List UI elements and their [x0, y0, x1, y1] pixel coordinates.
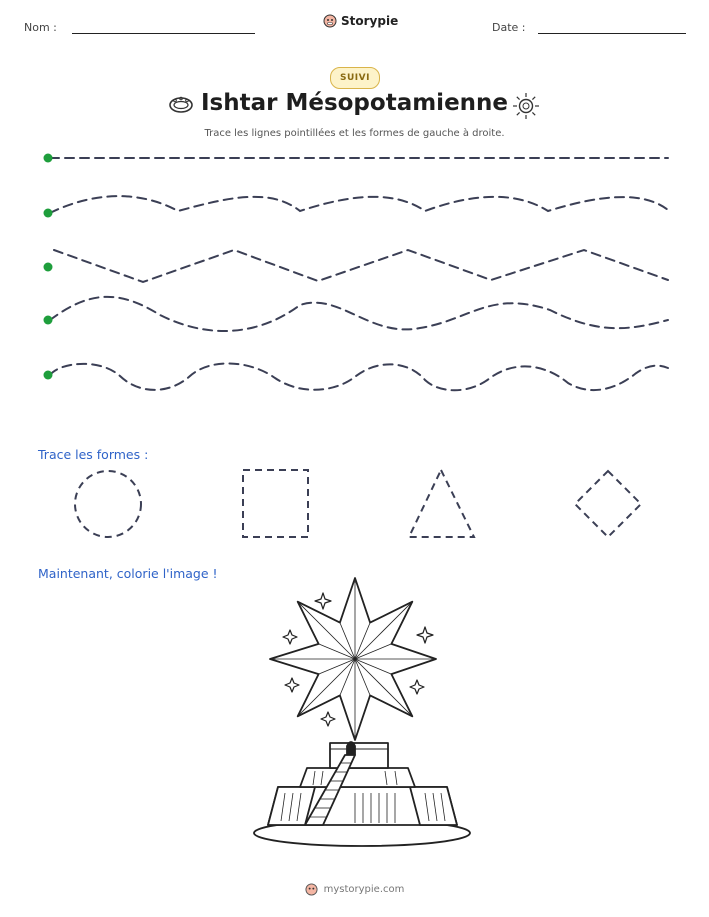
- start-dot-1: [44, 154, 53, 163]
- name-line[interactable]: [72, 33, 255, 34]
- tracing-line-wave-2[interactable]: [50, 297, 668, 331]
- shapes-label: Trace les formes :: [38, 447, 149, 462]
- triangle-icon[interactable]: [409, 470, 474, 537]
- tracing-line-wave-1[interactable]: [50, 196, 668, 213]
- page-title: Ishtar Mésopotamienne: [200, 90, 509, 116]
- brand-name: Storypie: [341, 14, 399, 28]
- start-dot-5: [44, 371, 53, 380]
- footer: [0, 883, 709, 896]
- square-icon[interactable]: [243, 470, 308, 537]
- tracing-line-wave-3[interactable]: [50, 363, 668, 390]
- sparkle-icon: [410, 680, 424, 694]
- diamond-icon[interactable]: [575, 471, 641, 537]
- footer-website[interactable]: mystorypie.com: [323, 884, 405, 895]
- date-label: Date :: [492, 21, 526, 34]
- tracing-shapes: [0, 460, 709, 550]
- start-dot-4: [44, 316, 53, 325]
- storypie-mascot-icon: [305, 883, 318, 896]
- sparkle-icon: [417, 627, 433, 643]
- brand-logo: [323, 14, 398, 28]
- sun-icon: [512, 92, 540, 120]
- ziggurat-middle[interactable]: [300, 768, 415, 787]
- tracing-lines: [0, 140, 709, 400]
- date-line[interactable]: [538, 33, 686, 34]
- sparkle-icon: [283, 630, 297, 644]
- start-dot-2: [44, 209, 53, 218]
- tracing-line-zigzag[interactable]: [54, 250, 668, 282]
- circle-icon[interactable]: [75, 471, 141, 537]
- level-badge: SUIVI: [330, 67, 380, 89]
- coloring-image[interactable]: [245, 575, 475, 855]
- instructions: Trace les lignes pointillées et les formes de gauche à droite.: [204, 128, 505, 139]
- coloring-label: Maintenant, colorie l'image !: [38, 566, 218, 581]
- sparkle-icon: [315, 593, 331, 609]
- sparkle-icon: [321, 712, 335, 726]
- storypie-mascot-icon: [323, 14, 337, 28]
- name-label: Nom :: [24, 21, 57, 34]
- start-dot-3: [44, 263, 53, 272]
- sparkle-icon: [285, 678, 299, 692]
